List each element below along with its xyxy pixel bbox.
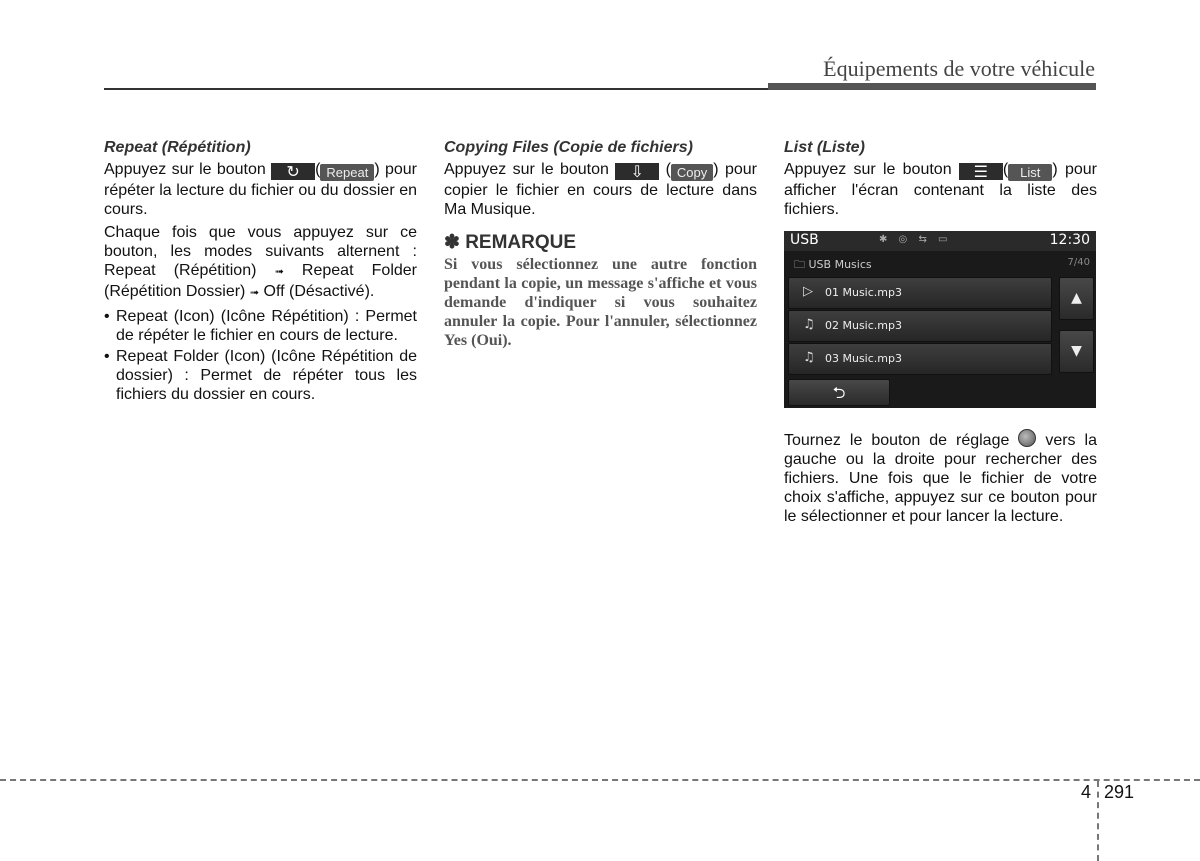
triangle-up-icon: ▲ (1071, 290, 1082, 306)
play-icon: ▷ (803, 284, 813, 299)
track-name: 02 Music.mp3 (825, 319, 902, 332)
page-number: 291 (1104, 782, 1135, 802)
screen-track-count: 7/40 (1067, 257, 1090, 268)
arrow-icon: ➟ (249, 287, 260, 299)
screen-folder: 🗀 USB Musics (794, 258, 872, 271)
repeat-intro: Appuyez sur le bouton ↻ ( Repeat ) pour répéter la lecture du fichier ou du dossier en cours. (104, 161, 417, 218)
track-item[interactable] (788, 310, 1052, 342)
track-name: 03 Music.mp3 (825, 352, 902, 365)
repeat-button-label: Repeat (320, 164, 374, 181)
usb-list-screen (784, 231, 1096, 408)
repeat-section (104, 138, 417, 406)
list-icon: ☰ (959, 163, 1003, 180)
remark-title: ✽ REMARQUE (444, 232, 577, 253)
remark-body: Si vous sélectionnez une autre fonction pendant la copie, un message s'affiche et vous demande d'indiquer si vous souhaitez annuler la copie. Pour l'annuler, sélectionnez Yes (Oui). (444, 256, 757, 349)
footer-divider (0, 779, 1200, 781)
copy-intro: Appuyez sur le bouton ⇩ ( Copy ) pour copier le fichier en cours de lecture dans Ma Musique. (444, 161, 757, 218)
music-note-icon: ♫ (803, 350, 815, 365)
screen-status-bar (784, 231, 1096, 251)
chapter-number: 4 (1081, 782, 1092, 802)
track-item[interactable] (788, 277, 1052, 309)
knob-instructions: Tournez le bouton de réglage vers la gauche ou la droite pour rechercher des fichiers. Une fois que le fichier de votre choix s'affiche, appuyez sur ce bouton pour le sélectionner et pour lancer la lecture. (784, 429, 1097, 526)
footer-vertical-divider (1097, 781, 1099, 861)
triangle-down-icon: ▼ (1071, 343, 1082, 359)
repeat-modes: Chaque fois que vous appuyez sur ce bouton, les modes suivants alternent : Repeat (Répétition) ➟ Repeat Folder (Répétition Dossier) ➟ Off (Désactivé). (104, 224, 417, 300)
folder-icon: 🗀 (794, 258, 805, 271)
list-intro: Appuyez sur le bouton ☰ ( List ) pour afficher l'écran contenant la liste des fichiers. (784, 161, 1097, 218)
header-rule-accent (768, 83, 1096, 90)
copy-title: Copying Files (Copie de fichiers) (444, 139, 693, 156)
track-item[interactable] (788, 343, 1052, 375)
repeat-bullet-list (104, 307, 417, 404)
back-button[interactable] (788, 379, 890, 406)
copy-section (444, 138, 757, 354)
list-item: • Repeat (Icon) (Icône Répétition) : Permet de répéter le fichier en cours de lecture. (104, 307, 417, 345)
list-section (784, 138, 1097, 223)
copy-icon: ⇩ (615, 163, 659, 180)
arrow-icon: ➟ (274, 266, 284, 278)
track-name: 01 Music.mp3 (825, 286, 902, 299)
list-item: • Repeat Folder (Icon) (Icône Répétition de dossier) : Permet de répéter tous les fichiers du dossier en cours. (104, 347, 417, 404)
tune-knob-icon (1018, 429, 1036, 447)
list-title: List (Liste) (784, 139, 865, 156)
music-note-icon: ♫ (803, 317, 815, 332)
back-arrow-icon: ⮌ (832, 383, 846, 402)
list-instructions (784, 429, 1097, 530)
copy-button-label: Copy (671, 164, 713, 181)
scroll-down-button[interactable] (1059, 330, 1094, 373)
repeat-title: Repeat (Répétition) (104, 139, 251, 156)
header-title: Équipements de votre véhicule (823, 56, 1095, 81)
screen-source: USB (790, 232, 819, 248)
screen-time: 12:30 (1049, 232, 1090, 248)
list-button-label: List (1008, 164, 1052, 181)
status-icons: ✱ ◎ ⇆ ▭ (879, 234, 952, 245)
scroll-up-button[interactable] (1059, 277, 1094, 320)
repeat-icon: ↻ (271, 163, 315, 180)
